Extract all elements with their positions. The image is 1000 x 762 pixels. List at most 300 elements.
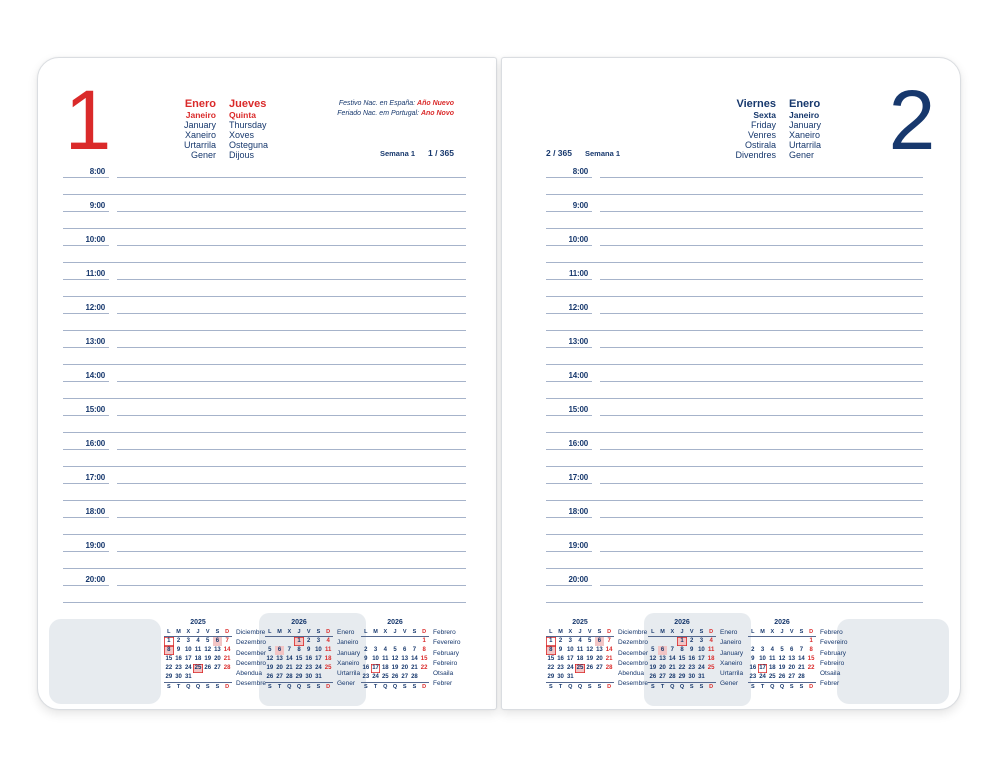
weekday-letter: S [549,684,553,690]
calendar-day: 3 [373,647,378,653]
weekday-letter: V [587,629,592,635]
calendar-day [203,673,213,682]
calendar-day: 2 [690,638,694,644]
calendar-day: 1 [809,638,813,644]
name-row: January [183,120,216,130]
time-label: 8:00 [89,167,105,176]
calendar-day [748,637,758,646]
calendar-day: 26 [778,674,786,680]
calendar-day: 27 [276,674,283,680]
weekday-letter: Q [296,684,302,690]
time-slot [63,569,466,586]
calendar-week-row [546,637,614,646]
calendar-day: 4 [709,638,713,644]
calendar-day: 3 [186,638,190,644]
weekday-letter: S [215,684,220,690]
calendar-day: 6 [213,637,223,646]
calendar-day: 31 [315,674,322,680]
weekday-letter: S [799,629,804,635]
calendar-day [604,673,614,682]
calendar-day [265,637,275,646]
calendar-week-row [164,637,232,646]
calendar-week-row [648,664,716,673]
holiday-note [337,99,454,118]
weekday-letter: M [373,629,378,635]
calendar-day: 18 [707,656,715,662]
calendar-day: 21 [411,665,418,671]
calendar-day: 14 [605,647,613,653]
calendar-day: 7 [412,647,417,653]
weekday-letter: S [316,684,321,690]
calendar-day: 26 [586,665,594,671]
calendar-day: 5 [393,647,397,653]
calendar-day: 12 [266,656,274,662]
weekday-letter: Q [287,684,292,690]
calendar-day: 21 [285,665,293,671]
calendar-day: 16 [362,665,370,671]
calendar-day: 14 [668,656,676,662]
calendar-day: 9 [307,647,311,653]
calendar-day: 17 [372,665,379,671]
month-name-label: Fevereiro [433,639,461,647]
weekday-letter: S [306,684,311,690]
weekday-letter: V [789,629,794,635]
calendar-day: 31 [184,674,192,680]
calendar-day: 9 [176,647,181,653]
calendar-day: 4 [770,647,774,653]
calendar-day: 26 [204,665,212,671]
calendar-day: 3 [316,638,321,644]
calendar-day: 19 [391,665,399,671]
weekday-letter: D [607,629,612,635]
time-slot [63,399,466,416]
week-info [380,148,454,158]
weekday-letter: S [699,684,704,690]
calendar-day: 5 [206,638,210,644]
calendar-day: 21 [798,665,805,671]
weekday-letter: X [770,629,775,635]
half-hour-writing-line [546,586,923,603]
calendar-day: 27 [659,674,666,680]
calendar-day: 27 [596,665,603,671]
calendar-day: 17 [184,656,192,662]
month-name-labels [820,618,847,692]
month-name-label: January [337,649,361,657]
calendar-day: 13 [214,647,221,653]
weekday-letter: S [597,629,602,635]
calendar-week-row [748,673,816,682]
month-name-label: Fevereiro [820,639,848,647]
calendar-day: 7 [670,647,674,653]
calendar-week-row [265,646,333,655]
calendar-day [658,637,668,646]
day-number: 2 [888,73,934,167]
calendar-day [380,637,390,646]
weekday-footer-row [546,682,614,692]
calendar-day: 15 [807,656,815,662]
calendar-day: 17 [315,656,322,662]
calendar-day: 17 [698,656,705,662]
weekday-letter: S [402,684,407,690]
half-hour-writing-line [63,382,466,399]
mini-calendar-strip [38,618,496,708]
calendar-day: 19 [266,665,274,671]
calendar-day: 17 [759,665,766,671]
calendar-day: 30 [688,674,696,680]
calendar-day: 12 [586,647,594,653]
half-hour-writing-line [63,586,466,603]
calendar-day: 24 [315,665,322,671]
calendar-day [767,637,777,646]
calendar-day: 5 [588,638,592,644]
time-label: 11:00 [568,269,588,278]
calendar-day: 2 [558,638,563,644]
weekday-letter: S [268,684,272,690]
weekday-letter: M [176,629,181,635]
calendar-day: 20 [214,656,221,662]
diary-right-page [501,57,961,710]
time-slot [546,263,923,280]
month-name-label: Febreiro [820,659,845,667]
calendar-week-row [648,637,716,646]
half-hour-writing-line [546,450,923,467]
calendar-day [275,637,285,646]
month-name-label: Diciembre [618,629,648,636]
calendar-week-row [748,655,816,664]
name-row: January [789,120,822,130]
calendar-day: 6 [658,646,668,655]
day-of-year: 1 / 365 [428,148,454,158]
mini-calendar-grid [748,618,816,692]
weekday-letter: L [167,629,171,635]
calendar-year: 2026 [387,619,403,626]
week-number: Semana 1 [379,149,415,158]
calendar-week-row [361,655,429,664]
calendar-day: 29 [547,674,555,680]
calendar-day: 19 [586,656,594,662]
calendar-day: 18 [324,656,332,662]
calendar-day: 30 [557,674,564,680]
weekday-letter: D [607,684,612,690]
time-label: 15:00 [568,405,588,414]
weekday-letter: J [578,629,582,635]
calendar-day: 19 [204,656,212,662]
calendar-day: 2 [751,647,755,653]
half-hour-writing-line [546,552,923,569]
time-label: 10:00 [568,235,588,244]
calendar-day: 27 [214,665,221,671]
month-name-label: Gener [337,680,356,688]
calendar-day [193,673,203,682]
calendar-day: 10 [372,656,379,662]
time-label: 13:00 [568,337,588,346]
calendar-day: 4 [578,638,582,644]
time-label: 16:00 [85,439,105,448]
calendar-day: 11 [194,647,202,653]
calendar-day: 20 [596,656,603,662]
calendar-day [595,673,605,682]
calendar-day: 12 [391,656,399,662]
calendar-day: 7 [607,638,611,644]
month-name-labels [433,618,460,692]
calendar-day: 11 [382,656,389,662]
time-slot [546,569,923,586]
weekday-letter: Q [568,684,573,690]
half-hour-writing-line [63,552,466,569]
calendar-day: 11 [769,656,776,662]
calendar-day [585,673,595,682]
calendar-day [400,637,410,646]
calendar-day: 5 [268,647,272,653]
time-label: 18:00 [568,507,588,516]
diary-left-page [37,57,497,710]
calendar-day: 16 [688,656,696,662]
weekday-letter: D [709,684,714,690]
name-row: Enero [184,98,216,110]
calendar-day: 4 [196,638,200,644]
calendar-day: 31 [566,674,574,680]
weekday-footer-row [648,682,716,692]
calendar-day: 19 [649,665,657,671]
calendar-day: 25 [768,674,776,680]
weekday-header-row [648,628,716,637]
mini-calendar [748,618,847,692]
calendar-day: 7 [225,638,229,644]
calendar-week-row [164,673,232,682]
name-row: Ostirala [744,140,776,150]
weekday-letter: S [167,684,171,690]
month-name-label: Janeiro [720,639,742,647]
calendar-day [777,637,787,646]
half-hour-writing-line [546,416,923,433]
calendar-day [390,637,400,646]
month-name-label: Desembre [618,680,648,688]
month-names [789,98,871,160]
month-name-label: Gener [720,680,739,688]
calendar-day: 13 [401,656,409,662]
time-slot [63,467,466,484]
calendar-day: 31 [698,674,705,680]
mini-calendar-grid [265,618,333,692]
weekday-letter: M [660,629,665,635]
weekday-letter: T [373,684,378,690]
calendar-day: 12 [649,656,657,662]
calendar-day: 4 [326,638,330,644]
month-name-labels [337,618,360,692]
month-name-label: Abendua [236,670,263,678]
month-name-label: Decembro [618,659,648,667]
calendar-day: 26 [649,674,657,680]
weekday-letter: T [760,684,765,690]
name-row: Sexta [753,110,776,120]
time-label: 20:00 [568,575,588,584]
calendar-day: 25 [381,674,389,680]
holiday-name: Ano Novo [420,109,454,117]
calendar-day: 21 [223,656,231,662]
name-row: Gener [190,150,216,160]
half-hour-writing-line [63,518,466,535]
calendar-day: 29 [165,674,173,680]
weekday-letter: J [196,629,200,635]
weekday-letter: S [651,684,655,690]
calendar-week-row [648,646,716,655]
weekday-letter: J [393,629,397,635]
name-row: Urtarrila [789,140,822,150]
month-name-label: Decembro [236,659,266,667]
day-names [229,98,311,160]
calendar-day: 6 [790,647,794,653]
name-row: Urtarrila [183,140,216,150]
calendar-day: 11 [707,647,715,653]
month-name-label: Febrero [433,629,456,636]
calendar-day: 25 [707,665,715,671]
time-slot [63,331,466,348]
calendar-day: 18 [576,656,584,662]
weekday-letter: J [680,629,684,635]
calendar-week-row [361,664,429,673]
calendar-day: 21 [668,665,676,671]
calendar-day: 22 [678,665,686,671]
mini-calendar [648,618,743,692]
half-hour-writing-line [546,314,923,331]
calendar-day: 12 [778,656,786,662]
weekday-header-row [546,628,614,637]
time-label: 10:00 [85,235,105,244]
time-label: 12:00 [85,303,105,312]
time-slot [63,535,466,552]
weekday-letter: Q [577,684,583,690]
calendar-day: 18 [768,665,776,671]
calendar-day: 22 [547,665,555,671]
calendar-day: 24 [184,665,192,671]
calendar-day: 23 [749,674,757,680]
weekday-letter: D [809,629,814,635]
month-name-labels [618,618,648,692]
name-row: Janeiro [185,110,216,120]
weekday-letter: V [402,629,407,635]
half-hour-writing-line [63,212,466,229]
mini-calendar [265,618,360,692]
calendar-day: 10 [566,647,574,653]
weekday-letter: L [268,629,272,635]
half-hour-writing-line [63,484,466,501]
name-row: Friday [750,120,776,130]
name-row: Xaneiro [184,130,216,140]
calendar-day [323,673,333,682]
weekday-letter: S [789,684,794,690]
weekday-letter: S [699,629,704,635]
name-row: Divendres [735,150,776,160]
month-name-label: Enero [720,629,738,636]
weekday-letter: S [205,684,210,690]
weekday-letter: T [277,684,282,690]
week-info [546,148,620,158]
calendar-day: 2 [364,647,368,653]
calendar-day: 19 [778,665,786,671]
time-label: 20:00 [85,575,105,584]
week-number: Semana 1 [585,149,621,158]
half-hour-writing-line [546,382,923,399]
weekday-letter: L [364,629,368,635]
month-name-labels [236,618,266,692]
month-name-label: Xaneiro [337,659,360,667]
weekday-letter: D [422,684,427,690]
calendar-day: 29 [678,674,686,680]
half-hour-writing-line [546,518,923,535]
calendar-day: 22 [165,665,173,671]
holiday-line-portugal [337,109,454,119]
half-hour-writing-line [546,178,923,195]
weekday-letter: X [287,629,292,635]
calendar-week-row [265,637,333,646]
holiday-prefix: Festivo Nac. en España: [338,100,418,107]
calendar-day: 25 [194,665,202,671]
calendar-week-row [164,646,232,655]
time-slot [546,365,923,382]
time-slot [63,229,466,246]
calendar-day: 18 [194,656,202,662]
calendar-day: 15 [165,656,173,662]
weekday-letter: Q [770,684,775,690]
month-name-label: Desembre [236,680,266,688]
time-slot [546,195,923,212]
calendar-day: 20 [659,665,666,671]
time-label: 19:00 [85,541,105,550]
calendar-day: 9 [690,647,694,653]
weekday-letter: S [364,684,368,690]
calendar-day [806,673,816,682]
calendar-week-row [164,664,232,673]
calendar-day: 8 [809,647,813,653]
calendar-week-row [748,646,816,655]
weekday-letter: L [751,629,755,635]
calendar-day [213,673,223,682]
calendar-day: 6 [403,647,407,653]
calendar-day: 3 [568,638,572,644]
calendar-day: 14 [411,656,418,662]
calendar-day: 28 [411,674,418,680]
calendar-day: 8 [546,646,556,655]
calendar-day: 13 [276,656,283,662]
calendar-day: 1 [294,637,304,646]
calendar-day: 24 [759,674,766,680]
calendar-day: 30 [305,674,313,680]
calendar-day: 15 [420,656,428,662]
calendar-day: 6 [275,646,285,655]
mini-calendar-grid [164,618,232,692]
half-hour-writing-line [546,212,923,229]
half-hour-writing-line [546,484,923,501]
calendar-day: 9 [751,656,755,662]
half-hour-writing-line [63,280,466,297]
holiday-line-spain [337,99,454,109]
calendar-day: 8 [680,647,684,653]
calendar-day: 23 [175,665,182,671]
half-hour-writing-line [546,348,923,365]
weekday-letter: S [597,684,602,690]
month-names [138,98,216,160]
month-name-label: Janeiro [337,639,359,647]
calendar-day: 24 [372,674,379,680]
name-row: Quinta [229,110,256,120]
calendar-day: 21 [605,656,613,662]
time-label: 17:00 [568,473,588,482]
month-name-label: January [720,649,744,657]
calendar-day [410,637,420,646]
weekday-letter: X [568,629,573,635]
calendar-week-row [361,646,429,655]
month-name-label: Dezembro [236,639,266,647]
